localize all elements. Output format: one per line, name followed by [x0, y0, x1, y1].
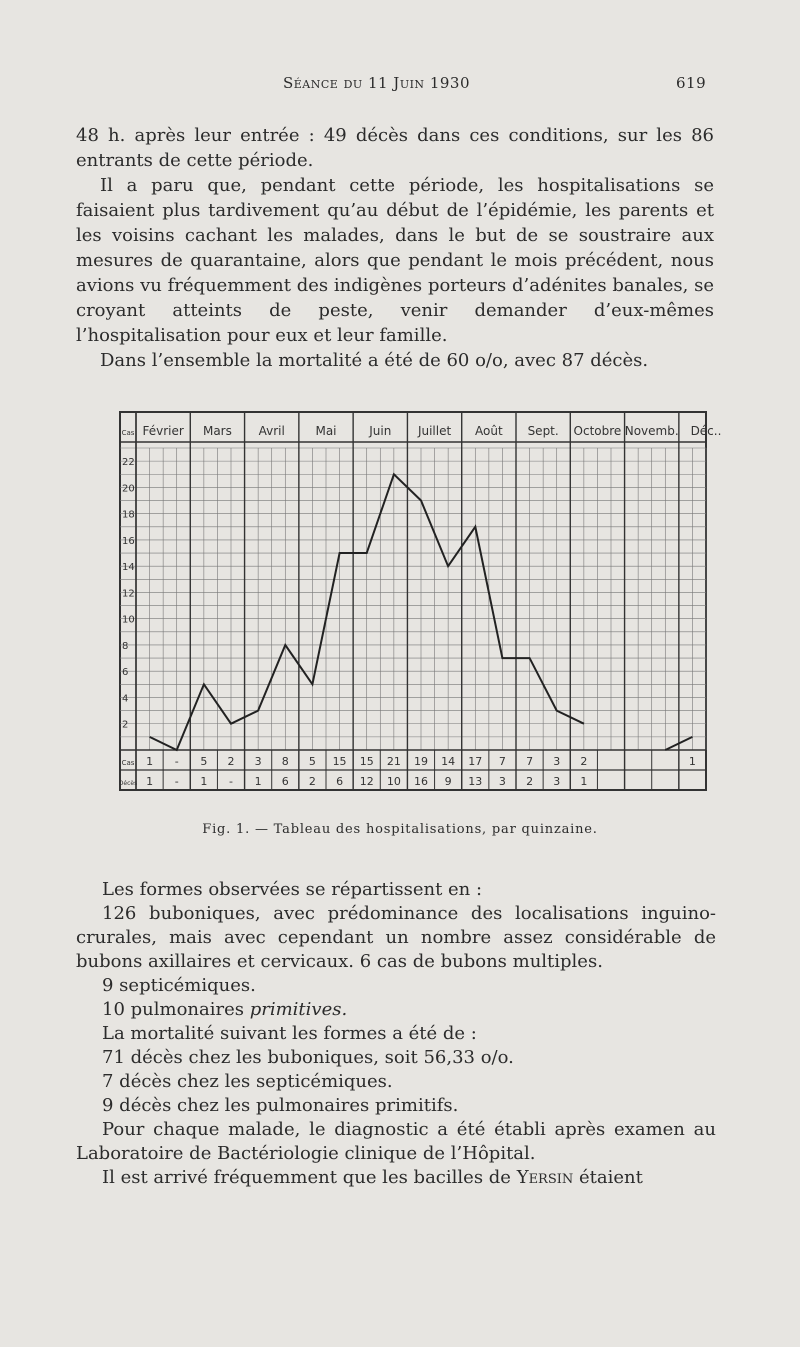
- deaths-cell: 1: [254, 775, 262, 788]
- text-italic: primitives.: [249, 999, 348, 1020]
- deaths-cell: -: [229, 775, 233, 788]
- y-tick-label: 12: [122, 588, 135, 600]
- month-label: Octobre: [573, 424, 622, 438]
- cases-cell: 8: [281, 755, 289, 768]
- cases-cell: 7: [498, 755, 506, 768]
- text-line: 71 décès chez les buboniques, soit 56,33 o/o.: [102, 1047, 514, 1068]
- y-tick-label: 18: [122, 509, 135, 521]
- text-span: 10 pulmonaires: [102, 999, 244, 1020]
- month-label: Juin: [369, 424, 392, 438]
- cases-cell: 15: [332, 755, 347, 768]
- y-tick-label: 4: [122, 693, 129, 705]
- chart-frame: [120, 412, 706, 790]
- cases-cell: 1: [146, 755, 154, 768]
- hospitalisation-chart: [112, 408, 722, 798]
- cases-cell: 19: [414, 755, 428, 768]
- cases-cell: 5: [308, 755, 316, 768]
- body-text-bottom: [76, 878, 716, 1190]
- deaths-row-label: Décès: [118, 780, 138, 787]
- cases-cell: 15: [359, 755, 374, 768]
- deaths-cell: 10: [386, 775, 401, 788]
- cases-cell: 3: [553, 755, 561, 768]
- y-tick-label: 10: [122, 614, 135, 626]
- y-tick-label: 16: [122, 535, 135, 547]
- text-line: [76, 998, 716, 1022]
- deaths-cell: 12: [359, 775, 374, 788]
- y-tick-label: 14: [122, 562, 135, 574]
- text-line: Pour chaque malade, le diagnostic a été établi après examen au Laboratoire de Bactériologie clinique de l’Hôpital.: [76, 1119, 716, 1164]
- text-line: La mortalité suivant les formes a été de :: [102, 1023, 477, 1044]
- cases-cell: 21: [386, 755, 401, 768]
- cases-cell: 14: [441, 755, 456, 768]
- deaths-cell: 6: [281, 775, 289, 788]
- text-line: 9 décès chez les pulmonaires primitifs.: [102, 1095, 459, 1116]
- deaths-cell: 13: [468, 775, 483, 788]
- y-tick-label: 2: [122, 719, 129, 731]
- text-line: Les formes observées se répartissent en :: [102, 879, 483, 900]
- month-label: Février: [142, 424, 184, 438]
- deaths-cell: -: [174, 775, 179, 788]
- cases-cell: 2: [227, 755, 235, 768]
- corner-label: Cas: [121, 429, 135, 437]
- deaths-cell: 1: [580, 775, 588, 788]
- month-label: Mai: [315, 424, 337, 438]
- month-label: Déc..: [690, 424, 722, 438]
- month-label: Août: [475, 424, 503, 438]
- text-span: Il est arrivé fréquemment que les bacilles de: [102, 1167, 511, 1188]
- deaths-cell: 3: [498, 775, 506, 788]
- y-tick-label: 20: [122, 483, 135, 495]
- cases-cell: 7: [526, 755, 534, 768]
- text-line: 7 décès chez les septicémiques.: [102, 1071, 393, 1092]
- text-line: 9 septicémiques.: [102, 975, 256, 996]
- cases-cell: -: [174, 755, 179, 768]
- deaths-cell: 6: [336, 775, 344, 788]
- paragraph-3: Dans l’ensemble la mortalité a été de 60 o/o, avec 87 décès.: [100, 350, 649, 371]
- y-tick-label: 6: [122, 667, 129, 679]
- deaths-cell: 2: [308, 775, 316, 788]
- paragraph-2: Il a paru que, pendant cette période, les hospitalisations se faisaient plus tardivement qu’au début de l’épidémie, les parents et les voisins cachant les malades, dans le but de se soustraire aux mesures de quarantaine, alors que pendant le mois précédent, nous avions vu fréquemment des indigènes porteurs d’adénites banales, se croyant atteints de peste, venir demander d’eux-mêmes l’hospitalisation pour eux et leur famille.: [76, 175, 714, 346]
- cases-cell: 3: [254, 755, 262, 768]
- deaths-cell: 3: [553, 775, 561, 788]
- month-label: Sept.: [527, 424, 559, 438]
- y-tick-label: 8: [122, 640, 129, 652]
- text-span: étaient: [579, 1167, 643, 1188]
- text-smallcaps: Yersin: [516, 1167, 574, 1188]
- text-line: [76, 1166, 716, 1190]
- deaths-cell: 1: [146, 775, 154, 788]
- cases-cell: 17: [468, 755, 483, 768]
- figure-caption: Fig. 1. — Tableau des hospitalisations, par quinzaine.: [202, 822, 598, 837]
- text-line: 126 buboniques, avec prédominance des localisations inguino-crurales, mais avec cependant un nombre assez considérable de bubons axillaires et cervicaux. 6 cas de bubons multiples.: [76, 903, 716, 972]
- paragraph-1: 48 h. après leur entrée : 49 décès dans ces conditions, sur les 86 entrants de cette période.: [76, 125, 714, 171]
- chart-svg: [112, 408, 722, 798]
- cases-row-label: Cas: [121, 759, 135, 767]
- cases-cell: 2: [580, 755, 588, 768]
- month-label: Avril: [258, 424, 285, 438]
- running-title: Séance du 11 Juin 1930: [283, 74, 470, 92]
- month-label: Mars: [202, 424, 232, 438]
- y-tick-label: 22: [122, 457, 135, 469]
- cases-cell: 1: [688, 755, 696, 768]
- page-number: 619: [676, 74, 707, 92]
- deaths-cell: 9: [444, 775, 452, 788]
- deaths-cell: 16: [414, 775, 428, 788]
- deaths-cell: 1: [200, 775, 208, 788]
- cases-cell: 5: [200, 755, 208, 768]
- month-label: Novemb.: [624, 424, 679, 438]
- month-label: Juillet: [417, 424, 452, 438]
- deaths-cell: 2: [526, 775, 534, 788]
